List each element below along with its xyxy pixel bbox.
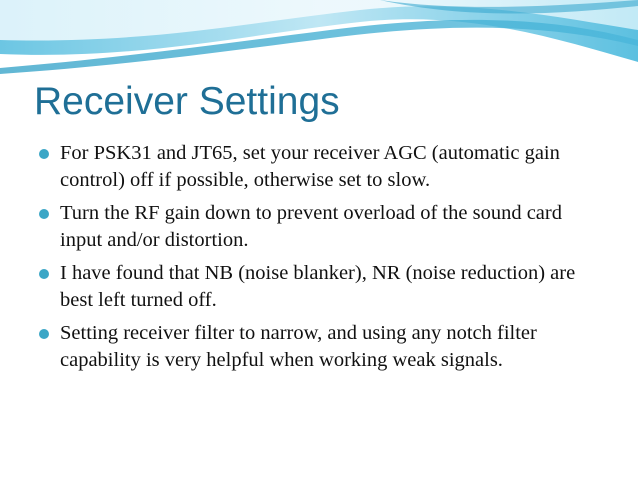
bullet-dot-icon <box>39 149 49 159</box>
bullet-item-nb-nr <box>38 260 598 314</box>
bullet-item-filter <box>38 320 598 374</box>
bullet-list <box>38 140 598 380</box>
wave-header-decoration <box>0 0 638 80</box>
bullet-item-agc <box>38 140 598 194</box>
bullet-text: For PSK31 and JT65, set your receiver AGC (automatic gain control) off if possible, otherwise set to slow. <box>60 142 560 191</box>
bullet-dot-icon <box>39 269 49 279</box>
bullet-dot-icon <box>39 209 49 219</box>
bullet-text: I have found that NB (noise blanker), NR (noise reduction) are best left turned off. <box>60 262 576 311</box>
bullet-text: Turn the RF gain down to prevent overload of the sound card input and/or distortion. <box>60 202 562 251</box>
bullet-dot-icon <box>39 329 49 339</box>
slide-title: Receiver Settings <box>34 80 340 123</box>
bullet-text: Setting receiver filter to narrow, and using any notch filter capability is very helpful when working weak signals. <box>60 322 537 371</box>
bullet-item-rf-gain <box>38 200 598 254</box>
